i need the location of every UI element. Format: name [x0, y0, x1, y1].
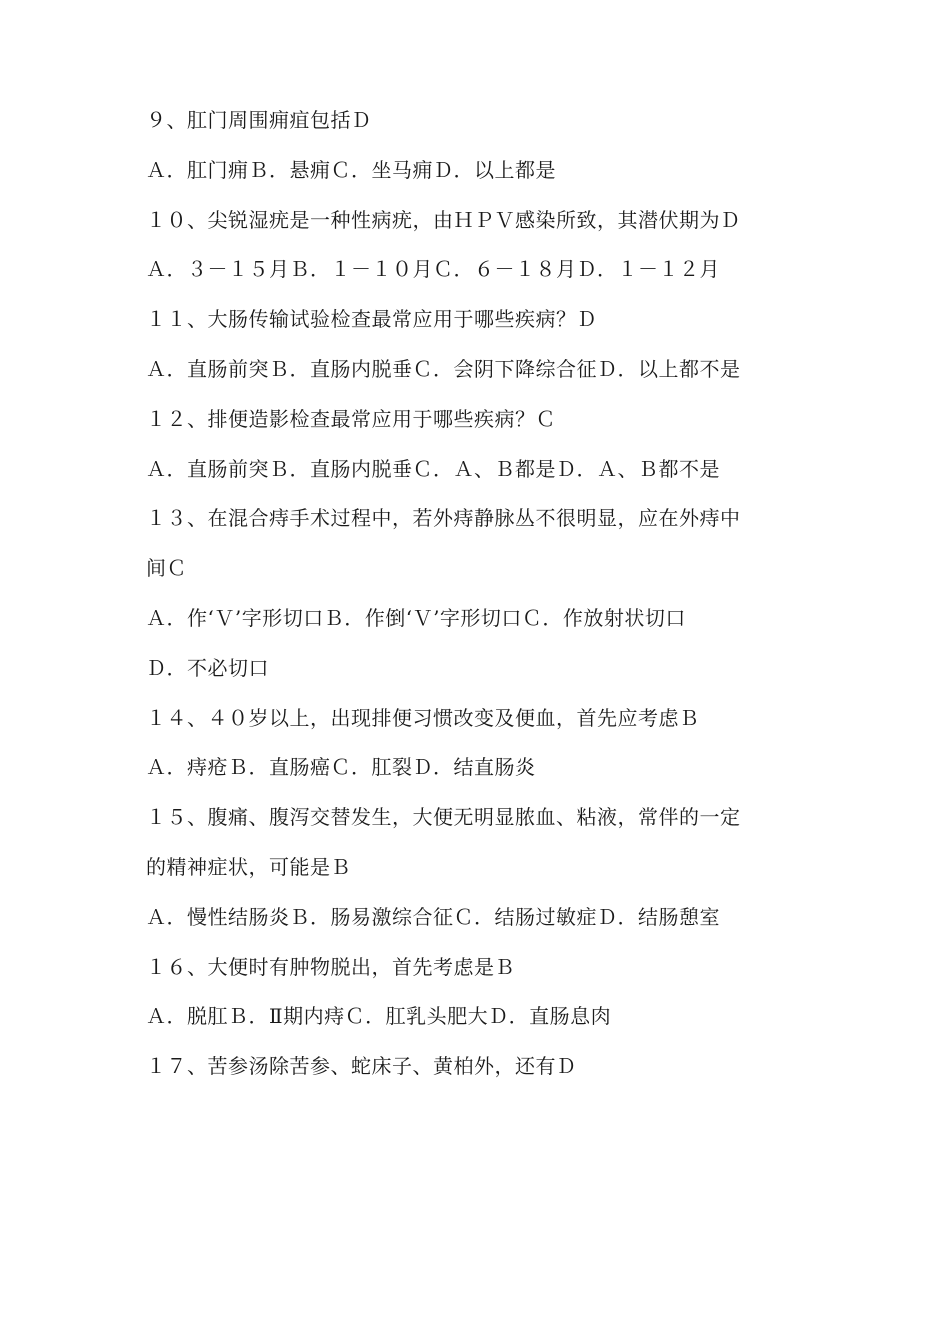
question-16: １６、大便时有肿物脱出，首先考虑是Ｂ [146, 954, 515, 979]
question-17: １７、苦参汤除苦参、蛇床子、黄柏外，还有Ｄ [146, 1054, 577, 1079]
question-15-continued: 的精神症状，可能是Ｂ [146, 854, 351, 879]
question-16-options: Ａ．脱肛Ｂ．Ⅱ期内痔Ｃ．肛乳头肥大Ｄ．直肠息肉 [146, 1004, 612, 1029]
question-10-options: Ａ．３－１５月Ｂ．１－１０月Ｃ．６－１８月Ｄ．１－１２月 [146, 257, 720, 282]
question-14: １４、４０岁以上，出现排便习惯改变及便血，首先应考虑Ｂ [146, 705, 700, 730]
question-10: １０、尖锐湿疣是一种性病疣，由ＨＰＶ感染所致，其潜伏期为Ｄ [146, 207, 741, 232]
question-9-options: Ａ．肛门痈Ｂ．悬痈Ｃ．坐马痈Ｄ．以上都是 [146, 157, 556, 182]
document-body [146, 96, 806, 1092]
question-13-continued: 间Ｃ [146, 556, 187, 581]
question-15: １５、腹痛、腹泻交替发生，大便无明显脓血、粘液，常伴的一定 [146, 805, 741, 830]
question-13-options: Ａ．作‘Ｖ’字形切口Ｂ．作倒‘Ｖ’字形切口Ｃ．作放射状切口 [146, 605, 686, 630]
question-11-options: Ａ．直肠前突Ｂ．直肠内脱垂Ｃ．会阴下降综合征Ｄ．以上都不是 [146, 356, 741, 381]
question-9: ９、肛门周围痈疽包括Ｄ [146, 108, 372, 132]
question-12: １２、排便造影检查最常应用于哪些疾病？Ｃ [146, 406, 556, 431]
question-13-options-continued: Ｄ．不必切口 [146, 655, 269, 680]
question-13: １３、在混合痔手术过程中，若外痔静脉丛不很明显，应在外痔中 [146, 506, 741, 531]
question-11: １１、大肠传输试验检查最常应用于哪些疾病？Ｄ [146, 307, 597, 332]
question-15-options: Ａ．慢性结肠炎Ｂ．肠易激综合征Ｃ．结肠过敏症Ｄ．结肠憩室 [146, 904, 720, 929]
question-14-options: Ａ．痔疮Ｂ．直肠癌Ｃ．肛裂Ｄ．结直肠炎 [146, 755, 536, 780]
question-12-options: Ａ．直肠前突Ｂ．直肠内脱垂Ｃ．Ａ、Ｂ都是Ｄ．Ａ、Ｂ都不是 [146, 456, 720, 481]
